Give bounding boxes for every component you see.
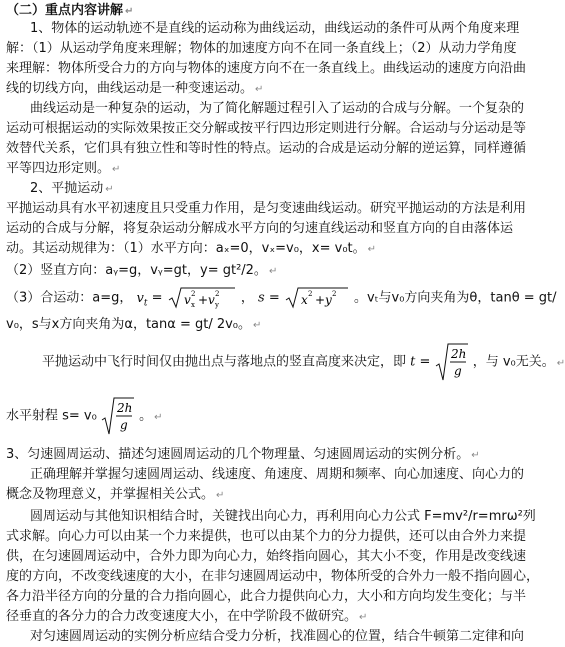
paragraph-line bbox=[6, 608, 534, 627]
svg-text:v: v bbox=[207, 293, 215, 307]
paragraph-mark: ↵ bbox=[268, 266, 278, 277]
paragraph-line bbox=[6, 140, 534, 158]
paragraph-mark: ↵ bbox=[112, 164, 121, 175]
paragraph-mark: ↵ bbox=[253, 320, 262, 331]
paragraph-line bbox=[30, 466, 534, 484]
paragraph-mark: ↵ bbox=[125, 6, 134, 17]
line-text: 运动的合成与分解，将复杂运动分解成水平方向的匀速直线运动和竖直方向的自由落体运 bbox=[6, 221, 514, 236]
paragraph-line bbox=[6, 200, 534, 218]
line-text: 。 bbox=[139, 408, 153, 424]
comma: ， bbox=[240, 290, 254, 306]
line-text: 平抛运动具有水平初速度且只受重力作用，是匀变速曲线运动。研究平抛运动的方法是利用 bbox=[6, 201, 527, 216]
svg-text:2h: 2h bbox=[116, 401, 133, 415]
line-text: 正确理解并掌握匀速圆周运动、线速度、角速度、周期和频率、向心加速度、向心力的 bbox=[30, 467, 525, 482]
section-heading bbox=[6, 2, 534, 21]
line-text: 对匀速圆周运动的实例分析应结合受力分析，找准圆心的位置，结合牛顿第二定律和向 bbox=[30, 629, 525, 644]
subheading bbox=[6, 446, 534, 465]
svg-text:x: x bbox=[300, 293, 308, 307]
paragraph-line bbox=[6, 40, 534, 58]
svg-text:x: x bbox=[190, 301, 195, 309]
line-text: 平抛运动中飞行时间仅由抛出点与落地点的竖直高度来决定，即 bbox=[42, 354, 407, 370]
svg-text:g: g bbox=[453, 364, 462, 378]
paragraph-mark: ↵ bbox=[255, 84, 264, 95]
svg-text:2: 2 bbox=[307, 290, 313, 298]
svg-text:2: 2 bbox=[190, 290, 196, 298]
line-text: 各力沿半径方向的分量的合力指向圆心，此合力提供向心力，大小和方向均发生变化；与半 bbox=[6, 589, 527, 604]
line-text: 线的切线方向，曲线运动是一种变速运动。 bbox=[6, 81, 254, 96]
paragraph-line bbox=[6, 220, 534, 238]
v-symbol: v bbox=[136, 290, 144, 306]
sqrt-vx-vy-formula bbox=[167, 286, 237, 310]
paragraph-line bbox=[6, 588, 534, 606]
line-text: 运动可根据运动的实际效果按正交分解或按平行四边形定则进行分解。合运动与分运动是等 bbox=[6, 121, 527, 136]
line-text: ，与 v₀无关。 bbox=[472, 354, 555, 370]
line-text: 1、物体的运动轨迹不是直线的运动称为曲线运动，曲线运动的条件可从两个角度来理 bbox=[30, 21, 520, 36]
svg-text:y: y bbox=[324, 293, 332, 307]
paragraph-line bbox=[30, 100, 534, 118]
svg-text:+: + bbox=[197, 293, 208, 307]
paragraph-line bbox=[6, 548, 534, 566]
line-text: 圆周运动与其他知识相结合时，关键找出向心力，再利用向心力公式 F=mv²/r=mrω²列 bbox=[30, 509, 536, 524]
paragraph-mark: ↵ bbox=[367, 244, 377, 255]
paragraph-line bbox=[6, 528, 534, 546]
section-heading-text: （二）重点内容讲解 bbox=[6, 3, 124, 18]
line-text: 动。其运动规律为：（1）水平方向：aₓ=0，vₓ=v₀，x= v₀t。 bbox=[6, 241, 366, 256]
paragraph-mark: ↵ bbox=[105, 184, 114, 195]
paragraph-line bbox=[6, 568, 540, 586]
equals-sign: = bbox=[268, 290, 280, 306]
paragraph-line bbox=[6, 262, 534, 281]
line-text: （2）竖直方向：aᵧ=g，vᵧ=gt，y= gt²/2。 bbox=[6, 263, 267, 278]
line-text: 曲线运动是一种复杂的运动，为了简化解题过程引入了运动的合成与分解。一个复杂的 bbox=[30, 101, 525, 116]
svg-text:y: y bbox=[214, 301, 219, 309]
sqrt-2h-over-g bbox=[101, 396, 135, 436]
line-text: 解：（1）从运动学角度来理解；物体的加速度方向不在同一条直线上；（2）从动力学角度 bbox=[6, 41, 517, 56]
svg-text:g: g bbox=[119, 418, 128, 432]
line-text: 效替代关系，它们具有独立性和等时性的特点。运动的合成是运动分解的逆运算，同样遵循 bbox=[6, 141, 527, 156]
line-text: 径垂直的各分力的合力改变速度大小，在中学阶段不做研究。 bbox=[6, 609, 358, 624]
paragraph-mark: ↵ bbox=[154, 411, 163, 423]
line-text: 3、匀速圆周运动、描述匀速圆周运动的几个物理量、匀速圆周运动的实例分析。 bbox=[6, 447, 470, 462]
paragraph-line bbox=[30, 628, 534, 646]
svg-text:+: + bbox=[314, 293, 325, 307]
paragraph-mark: ↵ bbox=[359, 612, 368, 623]
paragraph-mark: ↵ bbox=[216, 490, 225, 501]
formula-tail: 。vₜ与v₀方向夹角为θ，tanθ = gt/ bbox=[354, 290, 557, 306]
time-formula-line bbox=[42, 342, 565, 382]
line-text: 度的方向，不改变线速度的大小，在非匀速圆周运动中，物体所受的合外力一般不指向圆心， bbox=[6, 569, 540, 584]
s-symbol: s bbox=[258, 290, 265, 306]
svg-text:2: 2 bbox=[214, 290, 220, 298]
svg-text:2h: 2h bbox=[450, 347, 466, 361]
paragraph-line bbox=[6, 60, 534, 78]
svg-text:v: v bbox=[183, 293, 191, 307]
paragraph-line bbox=[6, 240, 534, 259]
line-text: 概念及物理意义，并掌握相关公式。 bbox=[6, 487, 215, 502]
equals-sign: = bbox=[419, 354, 431, 370]
line-text: 供，在匀速圆周运动中，合外力即为向心力，始终指向圆心，其大小不变，作用是改变线速 bbox=[6, 549, 527, 564]
paragraph-line bbox=[6, 80, 534, 99]
paragraph-line bbox=[6, 160, 534, 179]
formula-line bbox=[6, 286, 557, 312]
line-text: 来理解：物体所受合力的方向与物体的速度方向不在一条直线上。曲线运动的速度方向沿曲 bbox=[6, 61, 527, 76]
equals-sign: = bbox=[151, 290, 163, 306]
velocity-symbol: $v_t$ bbox=[136, 290, 148, 309]
line-text: 平等四边形定则。 bbox=[6, 161, 111, 176]
line-text: 水平射程 s= v₀ bbox=[6, 408, 97, 424]
line-text: v₀，s与x方向夹角为α，tanα = gt/ 2v₀。 bbox=[6, 317, 252, 332]
subheading bbox=[30, 180, 534, 199]
paragraph-line bbox=[6, 486, 534, 505]
paragraph-mark: ↵ bbox=[471, 450, 480, 461]
svg-text:2: 2 bbox=[331, 290, 337, 298]
paragraph-line bbox=[6, 120, 534, 138]
line-text: 2、平抛运动 bbox=[30, 181, 104, 196]
formula-prefix: （3）合运动：a=g， bbox=[6, 290, 133, 306]
paragraph-mark: ↵ bbox=[556, 357, 565, 369]
paragraph-line bbox=[30, 508, 534, 526]
line-text: 式求解。向心力可以由某一个力来提供，也可以由某个力的分力提供，还可以由合外力来提 bbox=[6, 529, 527, 544]
sqrt-2h-over-g bbox=[435, 342, 469, 382]
paragraph-line bbox=[30, 20, 534, 38]
sqrt-x-y-formula bbox=[284, 286, 350, 310]
paragraph-line bbox=[6, 316, 534, 335]
t-symbol: t bbox=[410, 354, 416, 370]
range-formula-line bbox=[6, 396, 534, 436]
